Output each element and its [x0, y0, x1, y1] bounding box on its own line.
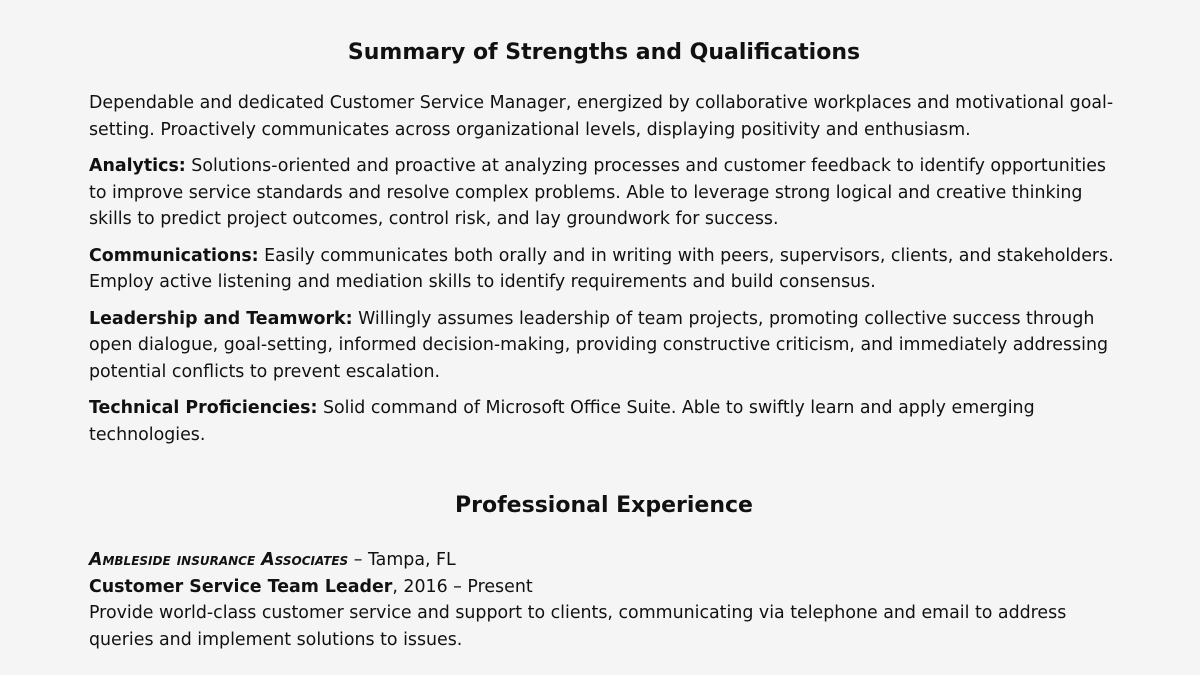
company-name: Ambleside insurance Associates [89, 550, 349, 570]
qualification-label: Leadership and Teamwork: [89, 308, 353, 329]
qualification-text: Solid command of Microsoft Office Suite. Able to swiftly learn and apply emerging technologies. [89, 398, 1035, 445]
summary-intro: Dependable and dedicated Customer Service Manager, energized by collaborative workplaces and motivational goal-setting. Proactively communicates across organizational levels, displaying positivity and enthusiasm. [89, 93, 1114, 140]
resume-page [89, 38, 1119, 653]
qualification-text: Solutions-oriented and proactive at analyzing processes and customer feedback to identify opportunities to improve service standards and resolve complex problems. Able to leverage strong logical and creative thinking skills to predict project outcomes, control risk, and lay groundwork for success. [89, 156, 1106, 229]
qualification-label: Technical Proficiencies: [89, 398, 318, 418]
job-dates: , 2016 – Present [392, 576, 533, 597]
qualification-label: Analytics: [89, 156, 186, 176]
qualification-leadership [89, 306, 1119, 386]
summary-heading: Summary of Strengths and Qualifications [347, 40, 861, 65]
job-title: Customer Service Team Leader [89, 576, 393, 597]
qualification-label: Communications: [89, 245, 259, 266]
experience-heading: Professional Experience [455, 493, 753, 518]
job-description: Provide world-class customer service and support to clients, communicating via telephone and email to address queries and implement solutions to issues. [89, 603, 1067, 650]
company-location: – Tampa, FL [353, 550, 456, 570]
employer-line [89, 547, 1119, 574]
qualification-text: Willingly assumes leadership of team projects, promoting collective success through open dialogue, goal-setting, informed decision-making, providing constructive criticism, and immediately addressing potential conflicts to prevent escalation. [89, 308, 1109, 382]
qualification-communications [89, 243, 1119, 296]
position-line [89, 574, 1119, 601]
qualification-text: Easily communicates both orally and in writing with peers, supervisors, clients, and stakeholders. Employ active listening and mediation skills to identify requirements and build consensus. [89, 245, 1114, 292]
qualification-analytics [89, 153, 1119, 233]
qualification-technical [89, 395, 1119, 448]
